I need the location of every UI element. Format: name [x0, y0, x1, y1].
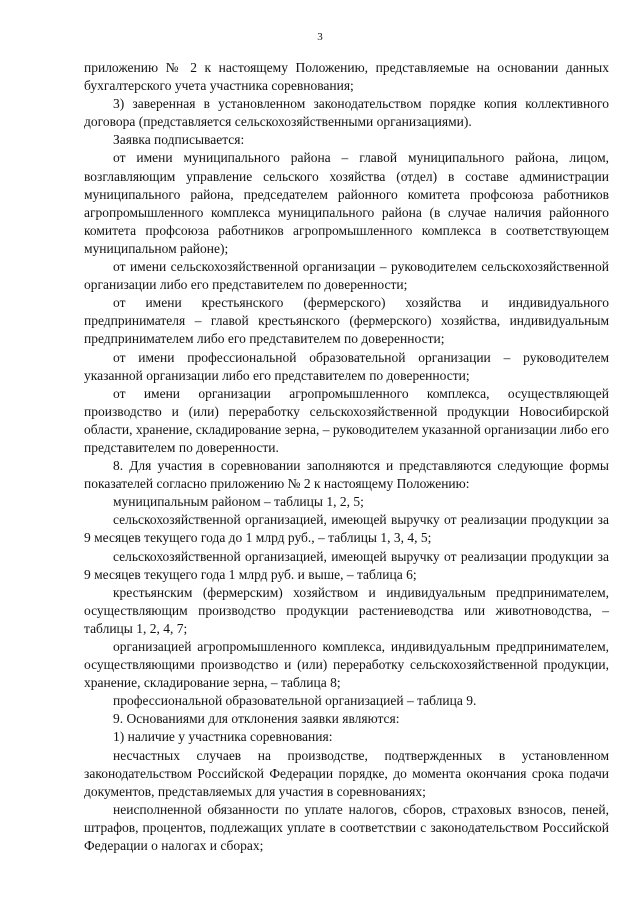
paragraph: неисполненной обязанности по уплате налогов, сборов, страховых взносов, пеней, штрафов, процентов, подлежащих уплате в соответствии с законодательством Российской Федерации о налогах и сборах;: [84, 801, 609, 854]
paragraph: от имени крестьянского (фермерского) хозяйства и индивидуального предпринимателя – главой крестьянского (фермерского) хозяйства, индивидуальным предпринимателем либо его представителем по доверенности;: [84, 295, 609, 347]
paragraph: несчастных случаев на производстве, подтвержденных в установленном законодательством Российской Федерации порядке, до момента окончания срока подачи документов, представляемых для участия в соревнованиях;: [84, 747, 609, 799]
paragraph: от имени муниципального района – главой муниципального района, лицом, возглавляющим управление сельского хозяйства (отдел) в составе администрации муниципального района, председателем районного комитета профсоюза работников агропромышленного комплекса муниципального района (в случае наличия районного комитета профсоюза работников агропромышленного комплекса в соответствующем муниципальном районе);: [84, 150, 609, 256]
paragraph: 1) наличие у участника соревнования:: [113, 729, 333, 745]
paragraph: от имени сельскохозяйственной организации – руководителем сельскохозяйственной организации либо его представителем по доверенности;: [84, 259, 609, 293]
paragraph: приложению № 2 к настоящему Положению, представляемые на основании данных бухгалтерского учета участника соревнования;: [84, 60, 609, 94]
paragraph: от имени организации агропромышленного комплекса, осуществляющей производство и (или) переработку сельскохозяйственной продукции Новосибирской области, хранение, складирование зерна, – руководителем указанной организации либо его представителем по доверенности.: [84, 385, 610, 455]
paragraph: 9. Основаниями для отклонения заявки являются:: [113, 711, 400, 727]
paragraph: Заявка подписывается:: [113, 132, 245, 148]
paragraph: от имени профессиональной образовательной организации – руководителем указанной организации либо его представителем по доверенности;: [84, 349, 609, 383]
paragraph: профессиональной образовательной организацией – таблица 9.: [113, 693, 477, 709]
page-number: 3: [317, 31, 323, 43]
paragraph: крестьянским (фермерским) хозяйством и индивидуальным предпринимателем, осуществляющим производство продукции растениеводства или животноводства, – таблицы 1, 2, 4, 7;: [84, 584, 609, 636]
document-body: [84, 59, 609, 855]
paragraph: сельскохозяйственной организацией, имеющей выручку от реализации продукции за 9 месяцев текущего года 1 млрд руб. и выше, – таблица 6;: [84, 548, 609, 582]
paragraph: 3) заверенная в установленном законодательством порядке копия коллективного договора (представляется сельскохозяйственными организациями).: [84, 96, 609, 130]
paragraph: сельскохозяйственной организацией, имеющей выручку от реализации продукции за 9 месяцев текущего года до 1 млрд руб., – таблицы 1, 3, 4, 5;: [84, 512, 609, 546]
paragraph: муниципальным районом – таблицы 1, 2, 5;: [113, 494, 364, 510]
paragraph: организацией агропромышленного комплекса, индивидуальным предпринимателем, осуществляющими производство и (или) переработку сельскохозяйственной продукции, хранение, складирование зерна, – таблица 8;: [84, 639, 609, 691]
paragraph: 8. Для участия в соревновании заполняются и представляются следующие формы показателей согласно приложению № 2 к настоящему Положению:: [84, 458, 609, 492]
